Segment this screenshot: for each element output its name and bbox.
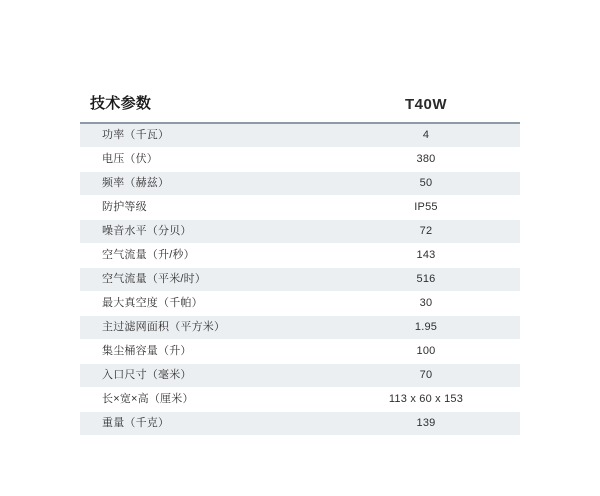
row-value: 4 [332, 123, 520, 148]
table-row [80, 316, 520, 340]
row-label: 电压（伏） [80, 148, 332, 172]
row-value: 143 [332, 244, 520, 268]
row-value: 72 [332, 220, 520, 244]
row-label: 主过滤网面积（平方米） [80, 316, 332, 340]
table-body [80, 123, 520, 436]
table-row [80, 340, 520, 364]
row-label: 噪音水平（分贝） [80, 220, 332, 244]
row-label: 空气流量（平米/时） [80, 268, 332, 292]
row-value: 380 [332, 148, 520, 172]
technical-specifications-table [80, 92, 520, 436]
row-value: 139 [332, 412, 520, 436]
header-cell-parameter: 技术参数 [90, 95, 152, 112]
row-value: 1.95 [332, 316, 520, 340]
row-value: 30 [332, 292, 520, 316]
row-label: 长×宽×高（厘米） [80, 388, 332, 412]
row-value: 516 [332, 268, 520, 292]
row-value: 50 [332, 172, 520, 196]
row-value: 70 [332, 364, 520, 388]
row-label: 集尘桶容量（升） [80, 340, 332, 364]
table-row [80, 220, 520, 244]
row-label: 功率（千瓦） [80, 123, 332, 148]
table-row [80, 172, 520, 196]
row-label: 重量（千克） [80, 412, 332, 436]
table-row [80, 268, 520, 292]
row-label: 最大真空度（千帕） [80, 292, 332, 316]
table-row [80, 148, 520, 172]
row-value: 100 [332, 340, 520, 364]
row-label: 空气流量（升/秒） [80, 244, 332, 268]
table-row [80, 244, 520, 268]
row-value: IP55 [332, 196, 520, 220]
row-value: 113 x 60 x 153 [332, 388, 520, 412]
row-label: 入口尺寸（毫米） [80, 364, 332, 388]
row-label: 防护等级 [80, 196, 332, 220]
table-header-row [80, 92, 520, 123]
table-row [80, 388, 520, 412]
table-row [80, 196, 520, 220]
row-label: 频率（赫兹） [80, 172, 332, 196]
table-row [80, 292, 520, 316]
table-header [80, 92, 520, 123]
header-cell-model: T40W [404, 96, 447, 113]
table-row [80, 123, 520, 148]
table-row [80, 364, 520, 388]
table-row [80, 412, 520, 436]
